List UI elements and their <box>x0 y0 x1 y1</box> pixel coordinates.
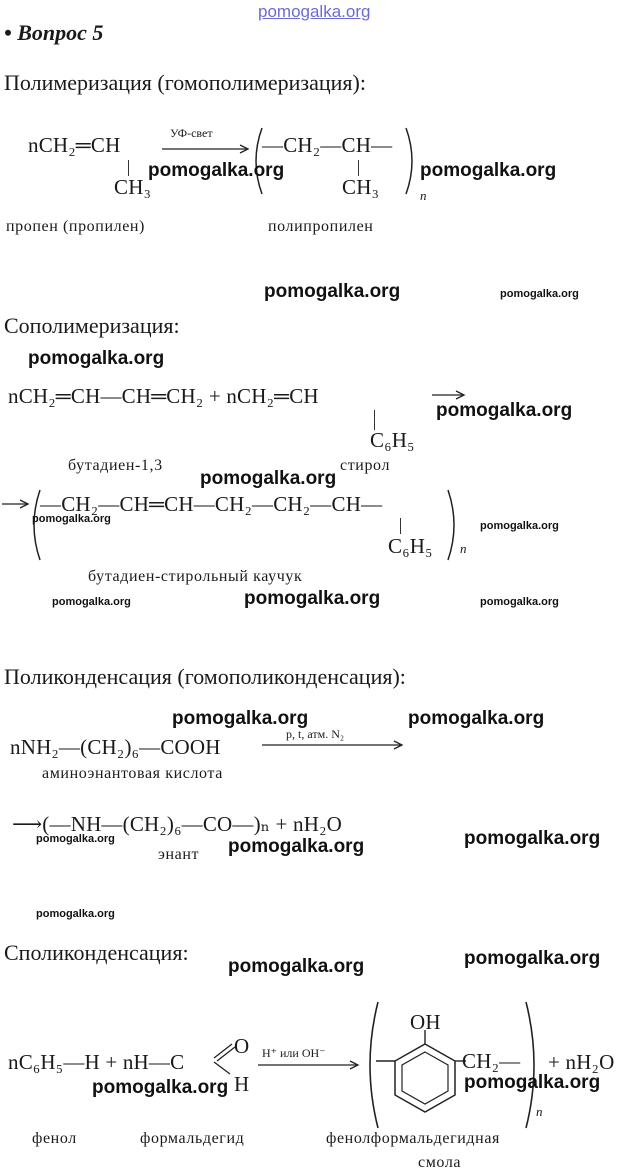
watermark: pomogalka.org <box>28 348 165 369</box>
phenol-oh: OH <box>410 1010 441 1034</box>
propene-formula: nCH₂═CH <box>28 133 121 157</box>
aminoenanthic-acid-name: аминоэнантовая кислота <box>42 765 223 782</box>
watermark: pomogalka.org <box>500 288 579 300</box>
catalyst-arrow-label: H⁺ или OH⁻ <box>262 1046 326 1060</box>
watermark: pomogalka.org <box>228 956 365 977</box>
watermark: pomogalka.org <box>32 513 111 525</box>
formaldehyde-name: формальдегид <box>140 1130 245 1147</box>
butadiene-name: бутадиен-1,3 <box>68 457 163 474</box>
rubber-chain: —CH₂—CH═CH—CH₂—CH₂—CH— <box>40 492 383 516</box>
polypropylene-bond <box>358 160 359 176</box>
propene-bond <box>128 160 129 176</box>
watermark: pomogalka.org <box>228 836 365 857</box>
section2-heading: Сополимеризация: <box>4 313 180 338</box>
uv-arrow <box>162 144 252 154</box>
enant-name: энант <box>158 846 200 863</box>
watermark: pomogalka.org <box>420 160 557 181</box>
watermark: pomogalka.org <box>408 708 545 729</box>
watermark-top-link[interactable]: pomogalka.org <box>258 2 371 21</box>
section3-heading: Поликонденсация (гомополиконденсация): <box>4 664 406 689</box>
close-paren-2 <box>446 488 460 562</box>
polypropylene-chain: —CH₂—CH— <box>262 133 393 157</box>
close-paren-1 <box>404 126 418 196</box>
catalyst-arrow <box>258 1060 362 1070</box>
watermark: pomogalka.org <box>172 708 309 729</box>
rubber-name: бутадиен-стирольный каучук <box>88 568 303 585</box>
watermark: pomogalka.org <box>436 400 573 421</box>
watermark: pomogalka.org <box>36 833 115 845</box>
watermark: pomogalka.org <box>36 908 115 920</box>
aldehyde-oxygen: O <box>234 1034 250 1058</box>
styrene-name: стирол <box>340 457 391 474</box>
styrene-bond <box>374 410 375 430</box>
resin-name-line1: фенолформальдегидная <box>326 1130 500 1147</box>
watermark: pomogalka.org <box>480 596 559 608</box>
methylene-bridge: CH₂— <box>462 1049 521 1073</box>
subscript-n-2: n <box>460 541 467 556</box>
watermark: pomogalka.org <box>464 1072 601 1093</box>
enant-formula: ⟶(—NH—(CH₂)₆—CO—)ₙ + nH₂O <box>12 812 342 836</box>
section4-heading: Споликонденсация: <box>4 940 189 965</box>
aminoenanthic-acid-formula: nNH₂—(CH₂)₆—COOH <box>10 735 221 759</box>
water-product: + nH₂O <box>548 1050 615 1074</box>
condensation-arrow-label: p, t, атм. N₂ <box>286 727 345 741</box>
watermark: pomogalka.org <box>200 468 337 489</box>
rubber-c6h5: C₆H₅ <box>388 534 433 558</box>
watermark: pomogalka.org <box>464 948 601 969</box>
butadiene-styrene-formula: nCH₂═CH—CH═CH₂ + nCH₂═CH <box>8 384 319 408</box>
aldehyde-hydrogen: H <box>234 1072 250 1096</box>
watermark: pomogalka.org <box>480 520 559 532</box>
watermark: pomogalka.org <box>148 160 285 181</box>
rubber-bond <box>400 518 401 534</box>
subscript-n-1: n <box>420 188 427 203</box>
propene-ch3: CH₃ <box>114 175 152 199</box>
watermark: pomogalka.org <box>92 1077 229 1098</box>
styrene-c6h5: C₆H₅ <box>370 428 415 452</box>
polypropylene-name: полипропилен <box>268 218 374 235</box>
watermark: pomogalka.org <box>244 588 381 609</box>
resin-name-line2: смола <box>418 1154 462 1171</box>
watermark: pomogalka.org <box>52 596 131 608</box>
polypropylene-ch3: CH₃ <box>342 175 380 199</box>
question-title: • Вопрос 5 <box>4 20 104 45</box>
uv-arrow-label: УФ-свет <box>170 126 213 140</box>
propene-name: пропен (пропилен) <box>6 218 145 235</box>
benzene-ring <box>366 1030 476 1140</box>
subscript-n-3: n <box>536 1104 543 1119</box>
watermark: pomogalka.org <box>464 828 601 849</box>
watermark: pomogalka.org <box>264 281 401 302</box>
copolymer-arrow <box>432 390 468 400</box>
phenol-name: фенол <box>32 1130 77 1147</box>
condensation-arrow <box>262 740 406 750</box>
phenol-formaldehyde-formula: nC₆H₅—H + nH—C <box>8 1050 185 1074</box>
section1-heading: Полимеризация (гомополимеризация): <box>4 70 366 95</box>
